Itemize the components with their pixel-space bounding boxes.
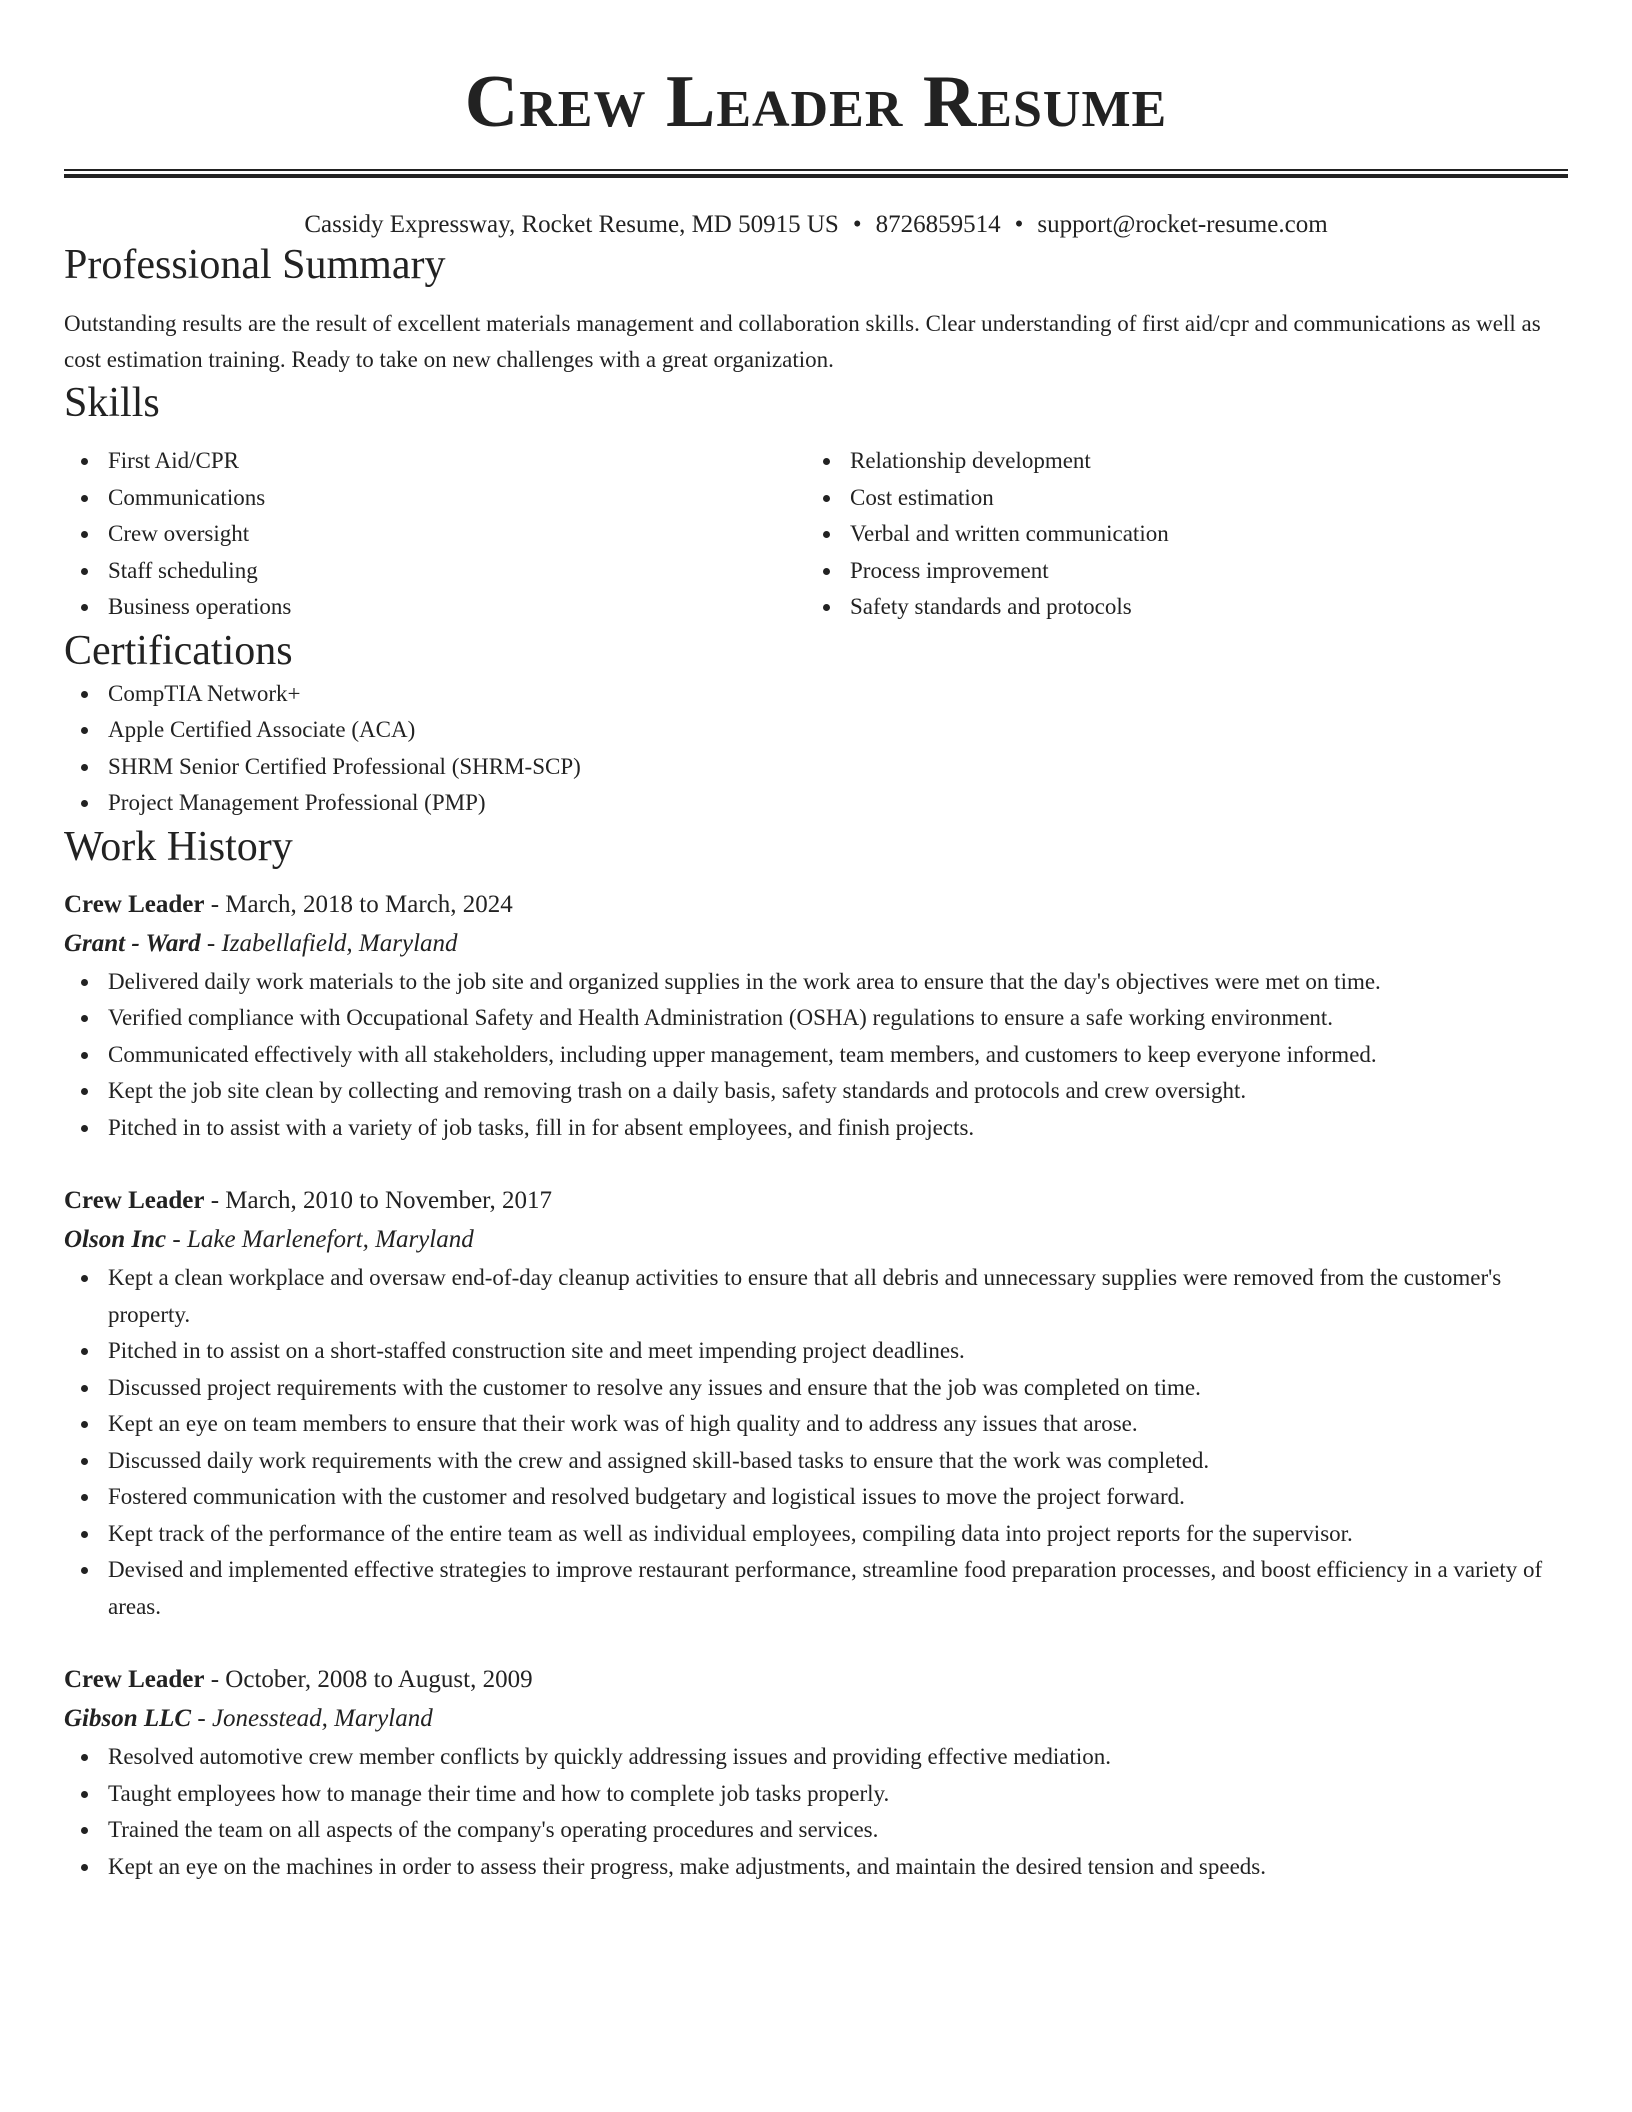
summary-text: Outstanding results are the result of excellent materials management and collaboration skills. Clear understanding of first aid/cpr and communications as well as cost estimation training. Ready to take on new challenges with a great organization. <box>64 311 1541 372</box>
job-duty: Discussed daily work requirements with the crew and assigned skill-based tasks to ensure that the work was completed. <box>64 1443 1568 1480</box>
job-duty: Kept an eye on team members to ensure that their work was of high quality and to address any issues that arose. <box>64 1406 1568 1443</box>
job-company-line <box>64 1220 1568 1260</box>
work-history-heading: Work History <box>64 823 293 870</box>
job-duty: Taught employees how to manage their time and how to complete job tasks properly. <box>64 1776 1568 1813</box>
job-duty: Kept the job site clean by collecting and removing trash on a daily basis, safety standards and protocols and crew oversight. <box>64 1073 1568 1110</box>
job-dates: October, 2008 to August, 2009 <box>225 1666 533 1693</box>
job-location: Jonesstead, Maryland <box>211 1705 433 1732</box>
job-dash: - <box>204 1666 226 1693</box>
job-dash: - <box>204 1187 226 1214</box>
job-dash: - <box>166 1226 187 1253</box>
skill-item: Process improvement <box>806 553 1548 590</box>
skills-columns <box>64 443 1568 626</box>
certification-item: SHRM Senior Certified Professional (SHRM-SCP) <box>64 749 1568 786</box>
certifications-heading: Certifications <box>64 627 293 674</box>
contact-line <box>64 210 1568 240</box>
job-duty: Kept an eye on the machines in order to assess their progress, make adjustments, and maintain the desired tension and speeds. <box>64 1849 1568 1886</box>
job-role: Crew Leader <box>64 890 205 918</box>
job-entry <box>64 1661 1568 1885</box>
summary-heading: Professional Summary <box>64 242 446 288</box>
skill-item: Safety standards and protocols <box>806 589 1548 626</box>
job-dates: March, 2018 to March, 2024 <box>225 890 513 918</box>
skills-column-left <box>64 443 806 626</box>
skills-column-right <box>806 443 1548 626</box>
job-dash: - <box>204 890 226 918</box>
skill-item: First Aid/CPR <box>64 443 806 480</box>
job-company: Gibson LLC <box>64 1705 192 1732</box>
resume-title: Crew Leader Resume <box>464 61 1168 143</box>
job-duties-list <box>64 1739 1568 1885</box>
job-duty: Pitched in to assist on a short-staffed construction site and meet impending project deadlines. <box>64 1333 1568 1370</box>
job-duty: Kept a clean workplace and oversaw end-of-day cleanup activities to ensure that all debris and unnecessary supplies were removed from the customer's property. <box>64 1260 1568 1333</box>
job-dash: - <box>191 1705 212 1732</box>
job-title-line <box>64 886 1568 924</box>
skill-item: Cost estimation <box>806 480 1548 517</box>
certification-item: CompTIA Network+ <box>64 676 1568 713</box>
skill-item: Crew oversight <box>64 516 806 553</box>
job-duty: Trained the team on all aspects of the company's operating procedures and services. <box>64 1812 1568 1849</box>
job-dates: March, 2010 to November, 2017 <box>225 1187 553 1214</box>
job-duty: Kept track of the performance of the entire team as well as individual employees, compiling data into project reports for the supervisor. <box>64 1516 1568 1553</box>
job-entry <box>64 1182 1568 1625</box>
job-company-line <box>64 1699 1568 1739</box>
skills-heading: Skills <box>64 380 160 426</box>
contact-phone: 8726859514 <box>875 211 1001 238</box>
job-company-line <box>64 924 1568 964</box>
contact-separator: • <box>852 211 862 238</box>
job-company: Grant - Ward <box>64 929 201 957</box>
certification-item: Apple Certified Associate (ACA) <box>64 712 1568 749</box>
job-location: Izabellafield, Maryland <box>221 929 458 957</box>
job-title-line <box>64 1182 1568 1220</box>
job-duty: Communicated effectively with all stakeholders, including upper management, team members, and customers to keep everyone informed. <box>64 1037 1568 1074</box>
job-dash: - <box>200 929 222 957</box>
job-entry <box>64 886 1568 1147</box>
job-duty: Delivered daily work materials to the job site and organized supplies in the work area to ensure that the day's objectives were met on time. <box>64 964 1568 1001</box>
job-duty: Devised and implemented effective strategies to improve restaurant performance, streamline food preparation processes, and boost efficiency in a variety of areas. <box>64 1552 1568 1625</box>
job-duty: Verified compliance with Occupational Safety and Health Administration (OSHA) regulations to ensure a safe working environment. <box>64 1000 1568 1037</box>
skills-list-left <box>64 443 806 626</box>
skill-item: Relationship development <box>806 443 1548 480</box>
skills-list-right <box>806 443 1548 626</box>
job-role: Crew Leader <box>64 1666 205 1693</box>
job-duties-list <box>64 1260 1568 1625</box>
job-location: Lake Marlenefort, Maryland <box>186 1226 474 1253</box>
resume-page <box>64 0 1568 1885</box>
job-company: Olson Inc <box>64 1226 167 1253</box>
skill-item: Staff scheduling <box>64 553 806 590</box>
contact-separator: • <box>1014 211 1024 238</box>
skill-item: Business operations <box>64 589 806 626</box>
job-duty: Discussed project requirements with the customer to resolve any issues and ensure that the job was completed on time. <box>64 1370 1568 1407</box>
contact-email: support@rocket-resume.com <box>1037 211 1328 238</box>
certification-item: Project Management Professional (PMP) <box>64 785 1568 822</box>
job-duty: Resolved automotive crew member conflicts by quickly addressing issues and providing effective mediation. <box>64 1739 1568 1776</box>
job-duty: Pitched in to assist with a variety of job tasks, fill in for absent employees, and finish projects. <box>64 1110 1568 1147</box>
skill-item: Verbal and written communication <box>806 516 1548 553</box>
job-title-line <box>64 1661 1568 1699</box>
title-divider <box>64 169 1568 178</box>
skill-item: Communications <box>64 480 806 517</box>
job-role: Crew Leader <box>64 1187 205 1214</box>
job-duties-list <box>64 964 1568 1147</box>
contact-address: Cassidy Expressway, Rocket Resume, MD 50915 US <box>304 211 839 238</box>
job-duty: Fostered communication with the customer and resolved budgetary and logistical issues to move the project forward. <box>64 1479 1568 1516</box>
certifications-list <box>64 676 1568 822</box>
